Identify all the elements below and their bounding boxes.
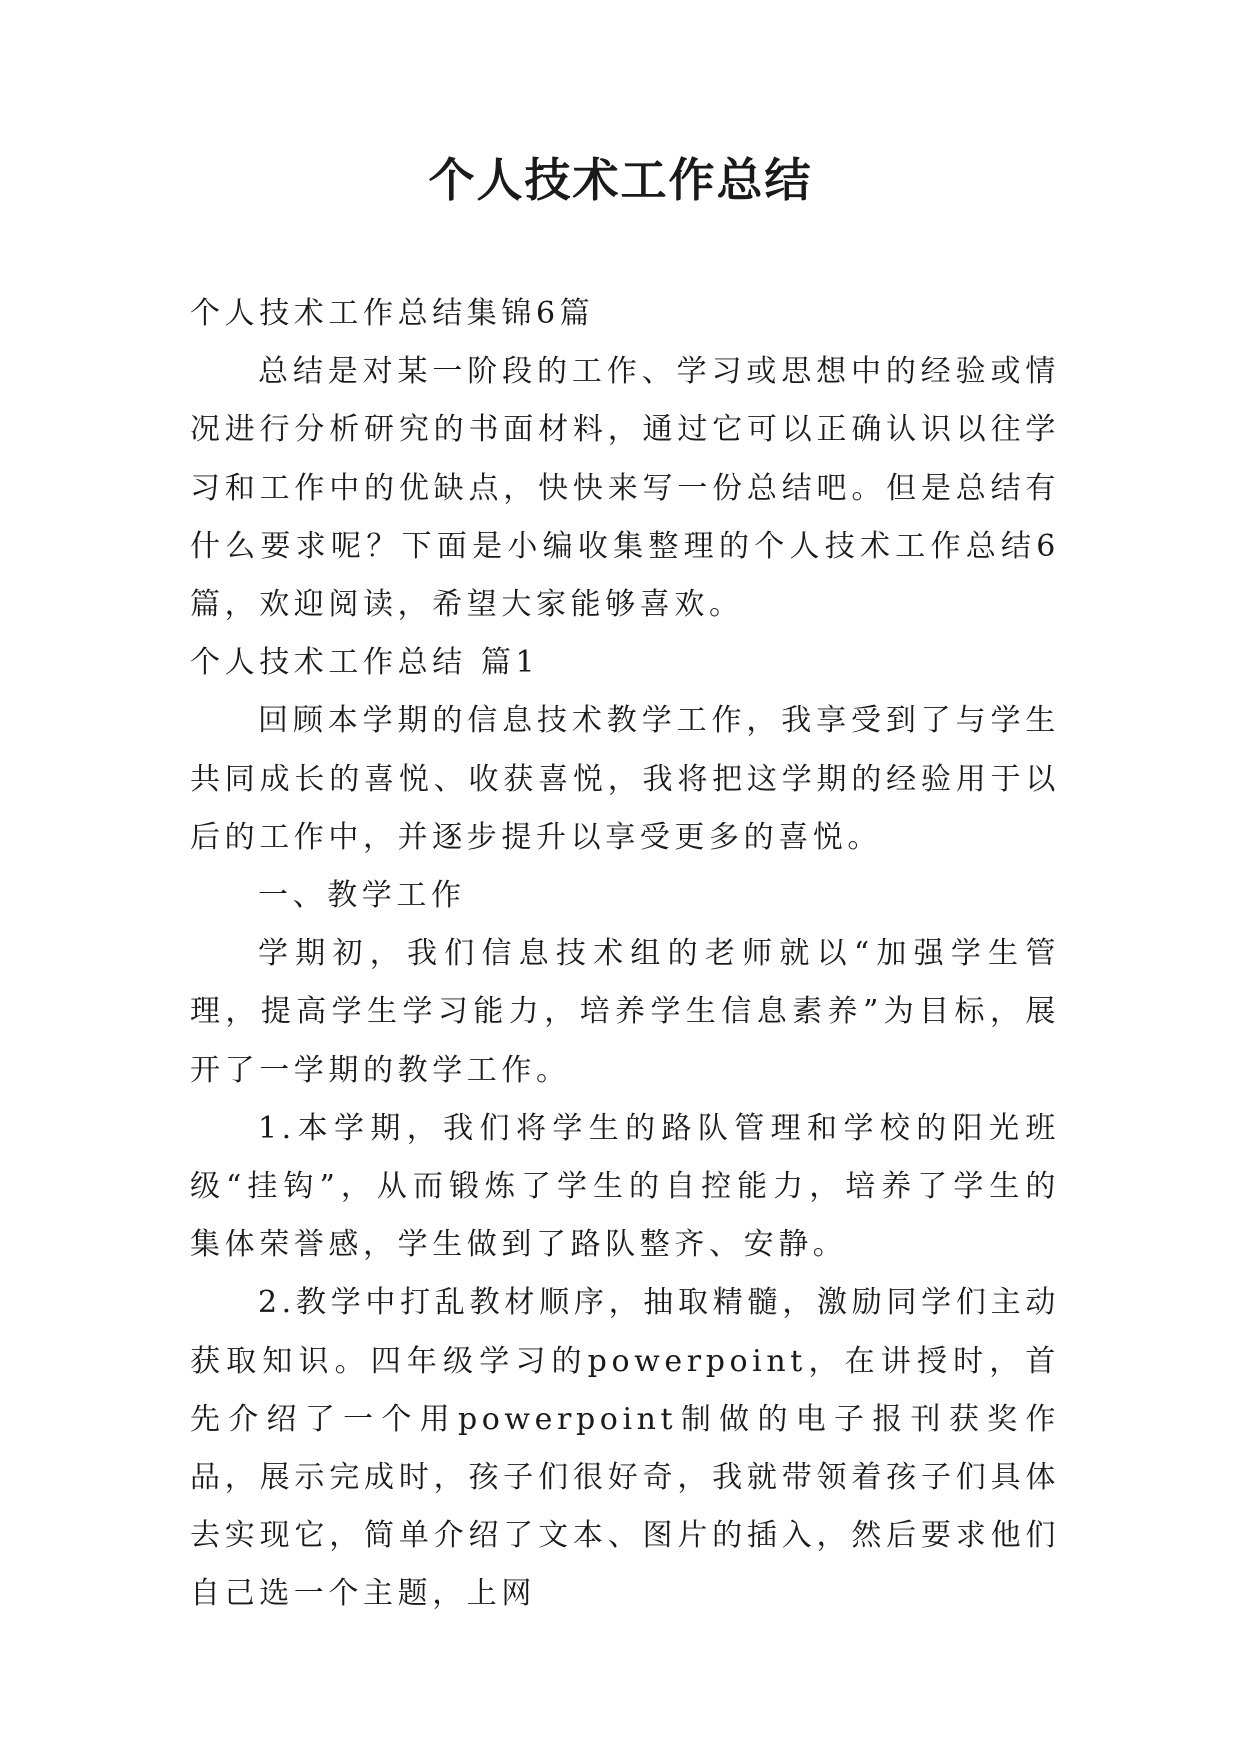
intro-paragraph: 总结是对某一阶段的工作、学习或思想中的经验或情况进行分析研究的书面材料，通过它可以正确认识以往学习和工作中的优缺点，快快来写一份总结吧。但是总结有什么要求呢？下面是小编收集整理的个人技术工作总结6篇，欢迎阅读，希望大家能够喜欢。 xyxy=(190,354,1060,623)
section-heading: 个人技术工作总结 篇1 xyxy=(190,645,540,681)
subtitle-paragraph: 个人技术工作总结集锦6篇 xyxy=(190,296,595,331)
body-paragraph: 2.教学中打乱教材顺序，抽取精髓，激励同学们主动获取知识。四年级学习的powerpoint，在讲授时，首先介绍了一个用powerpoint制做的电子报刊获奖作品，展示完成时，孩子们很好奇，我就带领着孩子们具体去实现它，简单介绍了文本、图片的插入，然后要求他们自己选一个主题，上网 xyxy=(190,1285,1060,1612)
body-paragraph: 学期初，我们信息技术组的老师就以“加强学生管理，提高学生学习能力，培养学生信息素养”为目标，展开了一学期的教学工作。 xyxy=(190,936,1060,1088)
document-title: 个人技术工作总结 xyxy=(428,153,813,207)
sub-heading: 一、教学工作 xyxy=(258,878,466,914)
document-body xyxy=(190,285,1060,1624)
body-paragraph: 回顾本学期的信息技术教学工作，我享受到了与学生共同成长的喜悦、收获喜悦，我将把这学期的经验用于以后的工作中，并逐步提升以享受更多的喜悦。 xyxy=(190,703,1060,855)
body-paragraph: 1.本学期，我们将学生的路队管理和学校的阳光班级“挂钩”，从而锻炼了学生的自控能力，培养了学生的集体荣誉感，学生做到了路队整齐、安静。 xyxy=(190,1110,1060,1263)
